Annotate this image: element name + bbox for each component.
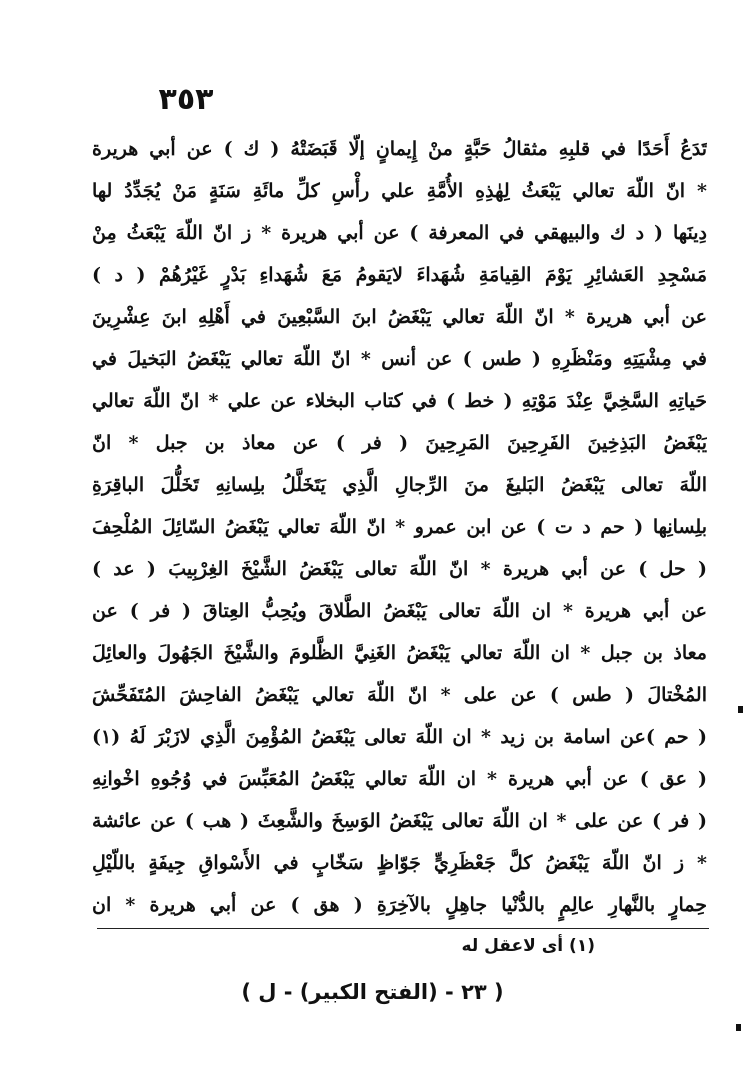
text-line: عن أبي هريرة * ان اللّهَ تعالى يَبْغَضُ الطَّلاقَ ويُحِبُّ العِتاقَ ( فر ) عن: [92, 600, 707, 622]
text-line: معاذ بن جبل * ان اللّهَ تعالي يَبْغَضُ الغَنِيَّ الظَّلومَ والشَّيْخَ الجَهُولَ والعائِلَ: [92, 642, 707, 664]
text-line: اللّهَ تعالى يَبْغَضُ البَليغَ منَ الرِّجالِ الَّذِي يَتَخَلَّلُ بلِسانِهِ تَخَلُّلَ الباقِرَةِ: [92, 474, 707, 496]
text-line: بلِسانِها ( حم د ت ) عن ابن عمرو * انّ اللّهَ تعالي يَبْغَضُ السّائِلَ المُلْحِفَ: [92, 516, 707, 538]
page-number: ٣٥٣: [158, 82, 214, 117]
text-line: المُخْتالَ ( طس ) عن على * انّ اللّهَ تعالي يَبْغَضُ الفاحِشَ المُتَفَحِّشَ: [92, 684, 707, 706]
text-line: ( فر ) عن على * ان اللّهَ تعالى يَبْغَضُ الوَسِخَ والشَّعِثَ ( هب ) عن عائشة: [92, 810, 707, 832]
scan-mark: [738, 706, 743, 713]
text-line: في مِشْيَتِهِ ومَنْظَرِهِ ( طس ) عن أنس * انّ اللّهَ تعالي يَبْغَضُ البَخيلَ في: [92, 348, 707, 370]
text-line: حَياتِهِ السَّخِيَّ عِنْدَ مَوْتِهِ ( خط ) في كتاب البخلاء عن علي * انّ اللّهَ تعالي: [92, 390, 707, 412]
signature-line: ( ٢٣ - (الفتح الكبير) - ل ): [241, 980, 504, 1004]
text-line: دِينَها ( د ك والبيهقي في المعرفة ) عن أبي هريرة * ز انّ اللّهَ يَبْعَثُ مِنْ: [92, 222, 707, 244]
footnote: (١) أى لاعقل له: [461, 936, 595, 956]
body-text: [92, 128, 707, 926]
text-line: عن أبي هريرة * انّ اللّهَ تعالي يَبْغَضُ ابنَ السَّبْعِينَ في أَهْلِهِ ابنَ عِشْرِينَ: [92, 306, 707, 328]
text-line: ( حم )عن اسامة بن زيد * ان اللّهَ تعالى يَبْغَضُ المُؤْمِنَ الَّذِي لازَبْرَ لَهُ (١): [92, 726, 707, 748]
text-line: يَبْغَضُ البَذِخِينَ الفَرِحِينَ المَرِحِينَ ( فر ) عن معاذ بن جبل * انّ: [92, 432, 707, 454]
text-line: ( عق ) عن أبي هريرة * ان اللّهَ تعالي يَبْغَضُ المُعَبِّسَ في وُجُوهِ اخْوانِهِ: [92, 768, 707, 790]
text-line: * ز انّ اللّهَ يَبْغَضُ كلَّ جَعْظَرِيٍّ جَوّاظٍ سَخّابٍ في الأَسْواقِ جِيفَةٍ باللّيْلِ: [92, 852, 707, 874]
text-line: مَسْجِدِ العَشائِرِ يَوْمَ القِيامَةِ شُهَداءَ لايَقومُ مَعَ شُهَداءِ بَدْرٍ غَيْرُهُمْ ( د ): [92, 264, 707, 286]
text-line: حِمارٍ بالنَّهارِ عالِمٍ بالدُّنْيا جاهِلٍ بالآخِرَةِ ( هق ) عن أبي هريرة * ان: [92, 894, 707, 916]
text-line: * انّ اللّهَ تعالي يَبْعَثُ لِهٰذِهِ الأُمَّةِ علي رأْسِ كلِّ مائَةِ سَنَةٍ مَنْ يُجَدِّدُ لها: [92, 180, 707, 202]
scan-mark: [736, 1024, 741, 1031]
footnote-rule: [97, 928, 709, 929]
text-line: ( حل ) عن أبي هريرة * انّ اللّهَ تعالى يَبْغَضُ الشَّيْخَ الغِرْبِيبَ ( عد ): [92, 558, 707, 580]
text-line: تَدَعُ أَحَدًا في قلبِهِ مثقالُ حَبَّةٍ منْ إِيمانٍ إلّا قَبَضَتْهُ ( ك ) عن أبي هريرة: [92, 138, 707, 160]
